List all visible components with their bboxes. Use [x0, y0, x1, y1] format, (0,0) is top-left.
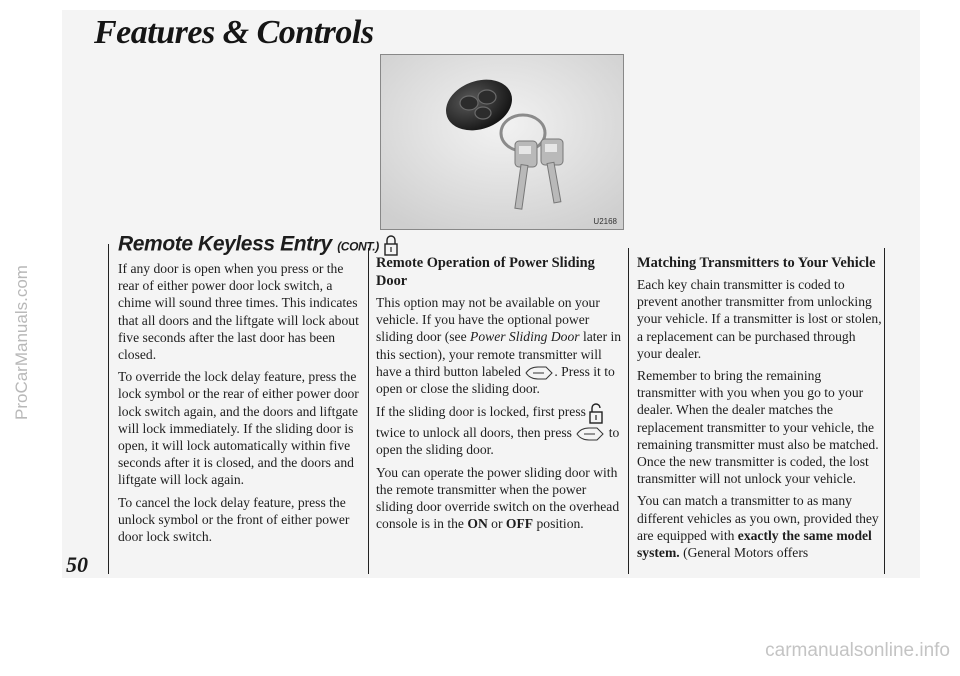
page-number: 50 [66, 552, 88, 577]
text-span: position. [536, 516, 584, 532]
bottom-watermark: carmanualsonline.info [765, 640, 950, 661]
paragraph: Remember to bring the remaining transmitter with you when you go to your dealer. When the dealer matches the replacement transmitter to your vehicle, the remaining transmitter must also be matched. Once the new transmitter is coded, the lost transmitter will not unlock your vehicle. [637, 368, 879, 487]
section-title: Features & Controls [94, 14, 374, 51]
paragraph [637, 492, 883, 561]
keyfob-photo [380, 54, 624, 230]
text-span: to open the sliding door. [376, 425, 620, 458]
column-rule-2 [628, 248, 629, 574]
text-span: later in this section), your remote transmitter will have a third button labeled [376, 329, 622, 379]
photo-code: U2168 [593, 217, 617, 226]
sliding-door-button-icon [575, 427, 605, 441]
side-watermark: ProCarManuals.com [12, 265, 31, 420]
text-span: You can operate the power sliding door with the remote transmitter when the power sliding door override switch on the overhead console is in the [376, 464, 620, 532]
column-rule-3 [884, 248, 885, 574]
text-span: or the rear of either power door lock switch, a chime will sound three times. This indicates that all doors and the liftgate will lock about five seconds after the last door has been closed. [118, 261, 359, 363]
paragraph: To cancel the lock delay feature, press the unlock symbol or the front of either power door lock switch. [118, 494, 350, 545]
column-matching-transmitters [637, 254, 883, 566]
paragraph: Each key chain transmitter is coded to prevent another transmitter from unlocking your vehicle. If a transmitter is lost or stolen, a replacement can be purchased through your dealer. [637, 277, 882, 361]
column-remote-keyless-entry [118, 232, 379, 550]
sliding-door-button-icon [524, 366, 554, 380]
column-heading: Matching Transmitters to Your Vehicle [637, 255, 876, 271]
text-span: This option may not be available on your vehicle. If you have the optional power sliding door (see [376, 295, 600, 345]
text-span: (General Motors offers [683, 545, 809, 561]
text-span: . Press it to open or close the sliding door. [376, 363, 615, 397]
subsection-suffix: (CONT.) [337, 239, 379, 254]
subsection-heading [118, 232, 379, 256]
margin-rule [108, 244, 109, 574]
column-heading: Remote Operation of Power Sliding Door [376, 255, 595, 289]
text-span: or [491, 516, 503, 532]
column-power-sliding-door [376, 254, 622, 537]
paragraph [376, 294, 622, 397]
paragraph: To override the lock delay feature, press the lock symbol or the rear of either power door lock switch again, and the doors and liftgate will lock immediately. If the sliding door is open, it will lock automatically within five seconds after it is closed, and the doors and liftgate will lock again. [118, 369, 359, 488]
text-span: You can match a transmitter to as many different vehicles as you own, provided they are equipped with [637, 493, 879, 543]
paragraph [376, 464, 622, 533]
bold-text: exactly the same model system. [637, 527, 872, 561]
text-span: If the sliding door is locked, first press [376, 404, 586, 420]
paragraph [376, 402, 622, 458]
bold-text: ON [467, 516, 488, 532]
text-span: If any door is open when you press [118, 261, 309, 276]
lock-icon [589, 402, 603, 424]
column-rule-1 [368, 248, 369, 574]
text-span: twice to unlock all doors, then press [376, 425, 572, 441]
bold-text: OFF [505, 516, 534, 532]
keyfob-illustration [381, 55, 623, 229]
subsection-title: Remote Keyless Entry [118, 232, 332, 256]
paragraph [118, 260, 366, 363]
lock-icon [384, 234, 398, 256]
emphasis-text: Power Sliding Door [470, 329, 580, 345]
